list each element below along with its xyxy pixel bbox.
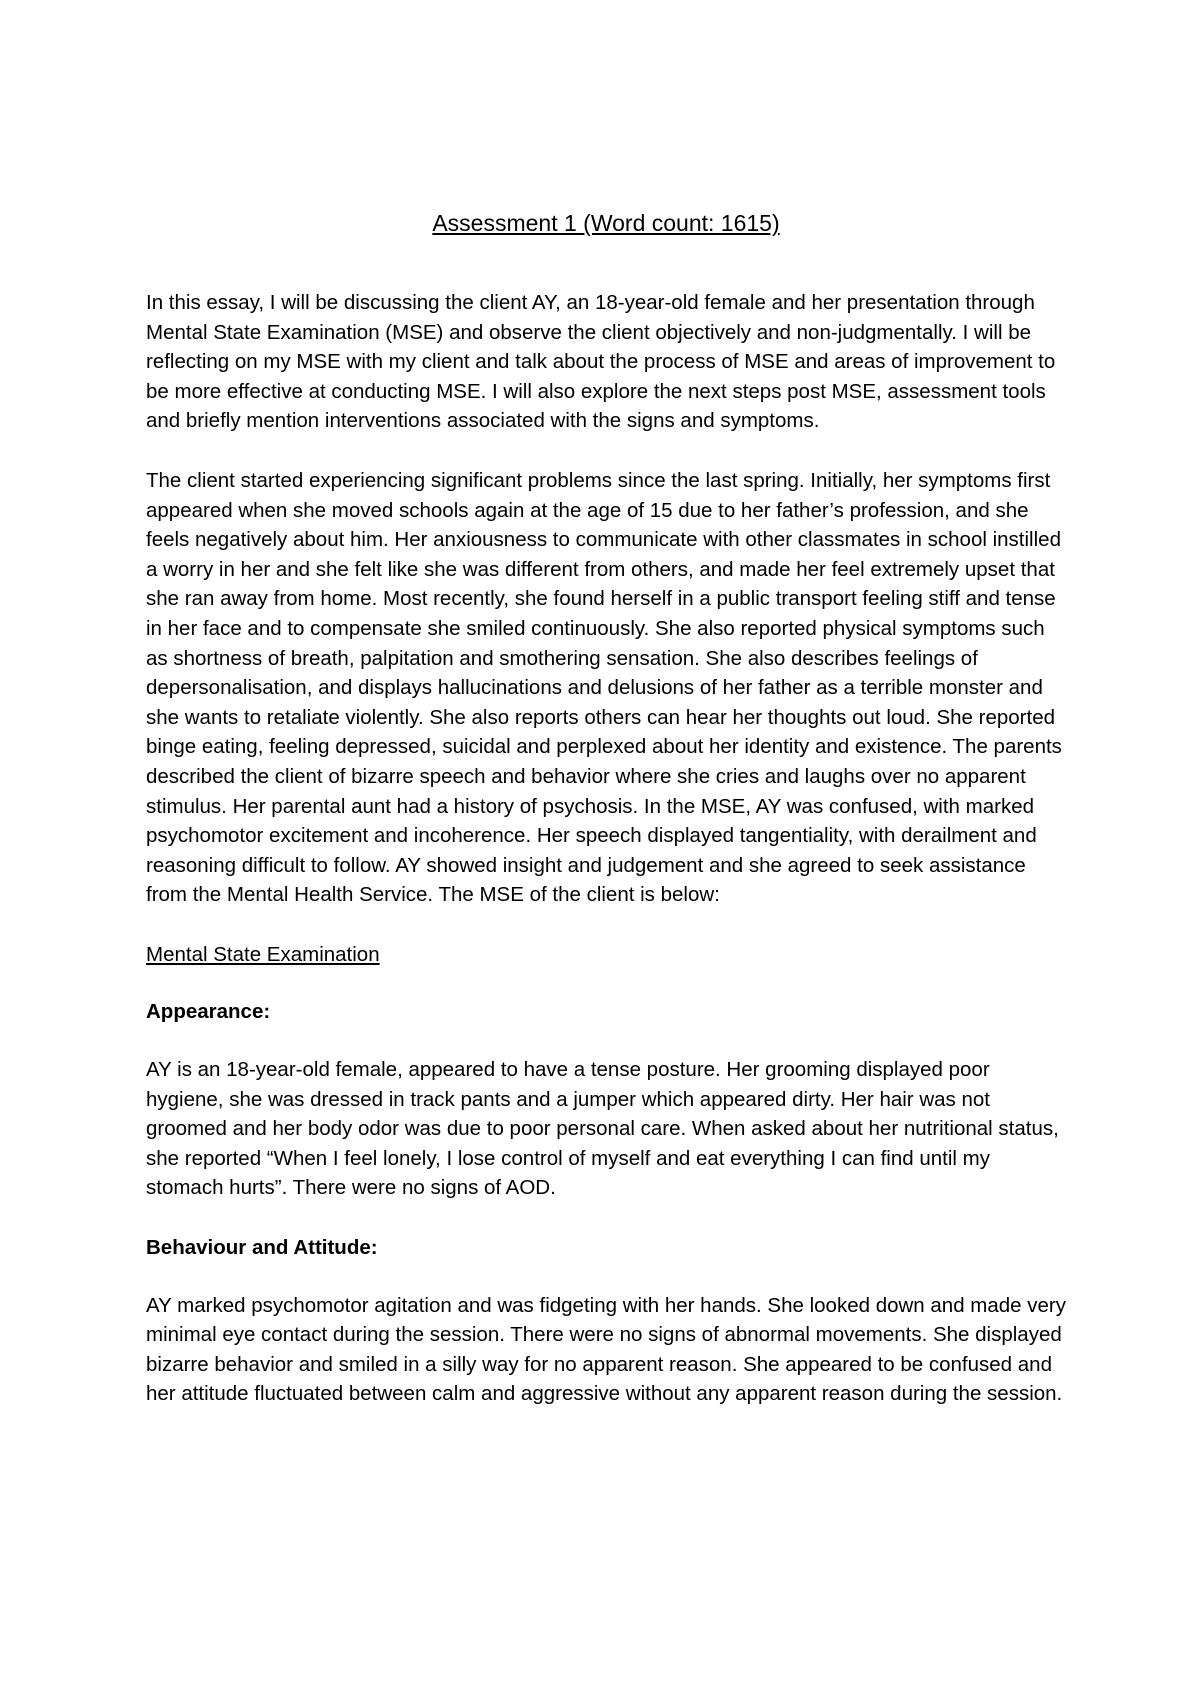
appearance-paragraph: AY is an 18-year-old female, appeared to have a tense posture. Her grooming displayed poor hygiene, she was dressed in track pants and a jumper which appeared dirty. Her hair was not groomed and her body odor was due to poor personal care. When asked about her nutritional status, she reported “When I feel lonely, I lose control of myself and eat everything I can find until my stomach hurts”. There were no signs of AOD. xyxy=(146,1058,1059,1200)
background-paragraph: The client started experiencing significant problems since the last spring. Initially, her symptoms first appeared when she moved schools again at the age of 15 due to her father’s profession, and she feels negatively about him. Her anxiousness to communicate with other classmates in school instilled a worry in her and she felt like she was different from others, and made her feel extremely upset that she ran away from home. Most recently, she found herself in a public transport feeling stiff and tense in her face and to compensate she smiled continuously. She also reported physical symptoms such as shortness of breath, palpitation and smothering sensation. She also describes feelings of depersonalisation, and displays hallucinations and delusions of her father as a terrible monster and she wants to retaliate violently. She also reports others can hear her thoughts out loud. She reported binge eating, feeling depressed, suicidal and perplexed about her identity and existence. The parents described the client of bizarre speech and behavior where she cries and laughs over no apparent stimulus. Her parental aunt had a history of psychosis. In the MSE, AY was confused, with marked psychomotor excitement and incoherence. Her speech displayed tangentiality, with derailment and reasoning difficult to follow. AY showed insight and judgement and she agreed to seek assistance from the Mental Health Service. The MSE of the client is below: xyxy=(146,468,1062,907)
appearance-heading: Appearance: xyxy=(146,1000,271,1024)
mse-section-title: Mental State Examination xyxy=(146,942,380,966)
behaviour-paragraph: AY marked psychomotor agitation and was fidgeting with her hands. She looked down and made very minimal eye contact during the session. There were no signs of abnormal movements. She displayed bizarre behavior and smiled in a silly way for no apparent reason. She appeared to be confused and her attitude fluctuated between calm and aggressive without any apparent reason during the session. xyxy=(146,1293,1067,1406)
intro-paragraph: In this essay, I will be discussing the client AY, an 18-year-old female and her presentation through Mental State Examination (MSE) and observe the client objectively and non-judgmentally. I will be reflecting on my MSE with my client and talk about the process of MSE and areas of improvement to be more effective at conducting MSE. I will also explore the next steps post MSE, assessment tools and briefly mention interventions associated with the signs and symptoms. xyxy=(146,291,1056,433)
document-title: Assessment 1 (Word count: 1615) xyxy=(432,210,780,236)
behaviour-heading: Behaviour and Attitude: xyxy=(146,1236,378,1260)
document-body xyxy=(146,208,1066,1439)
